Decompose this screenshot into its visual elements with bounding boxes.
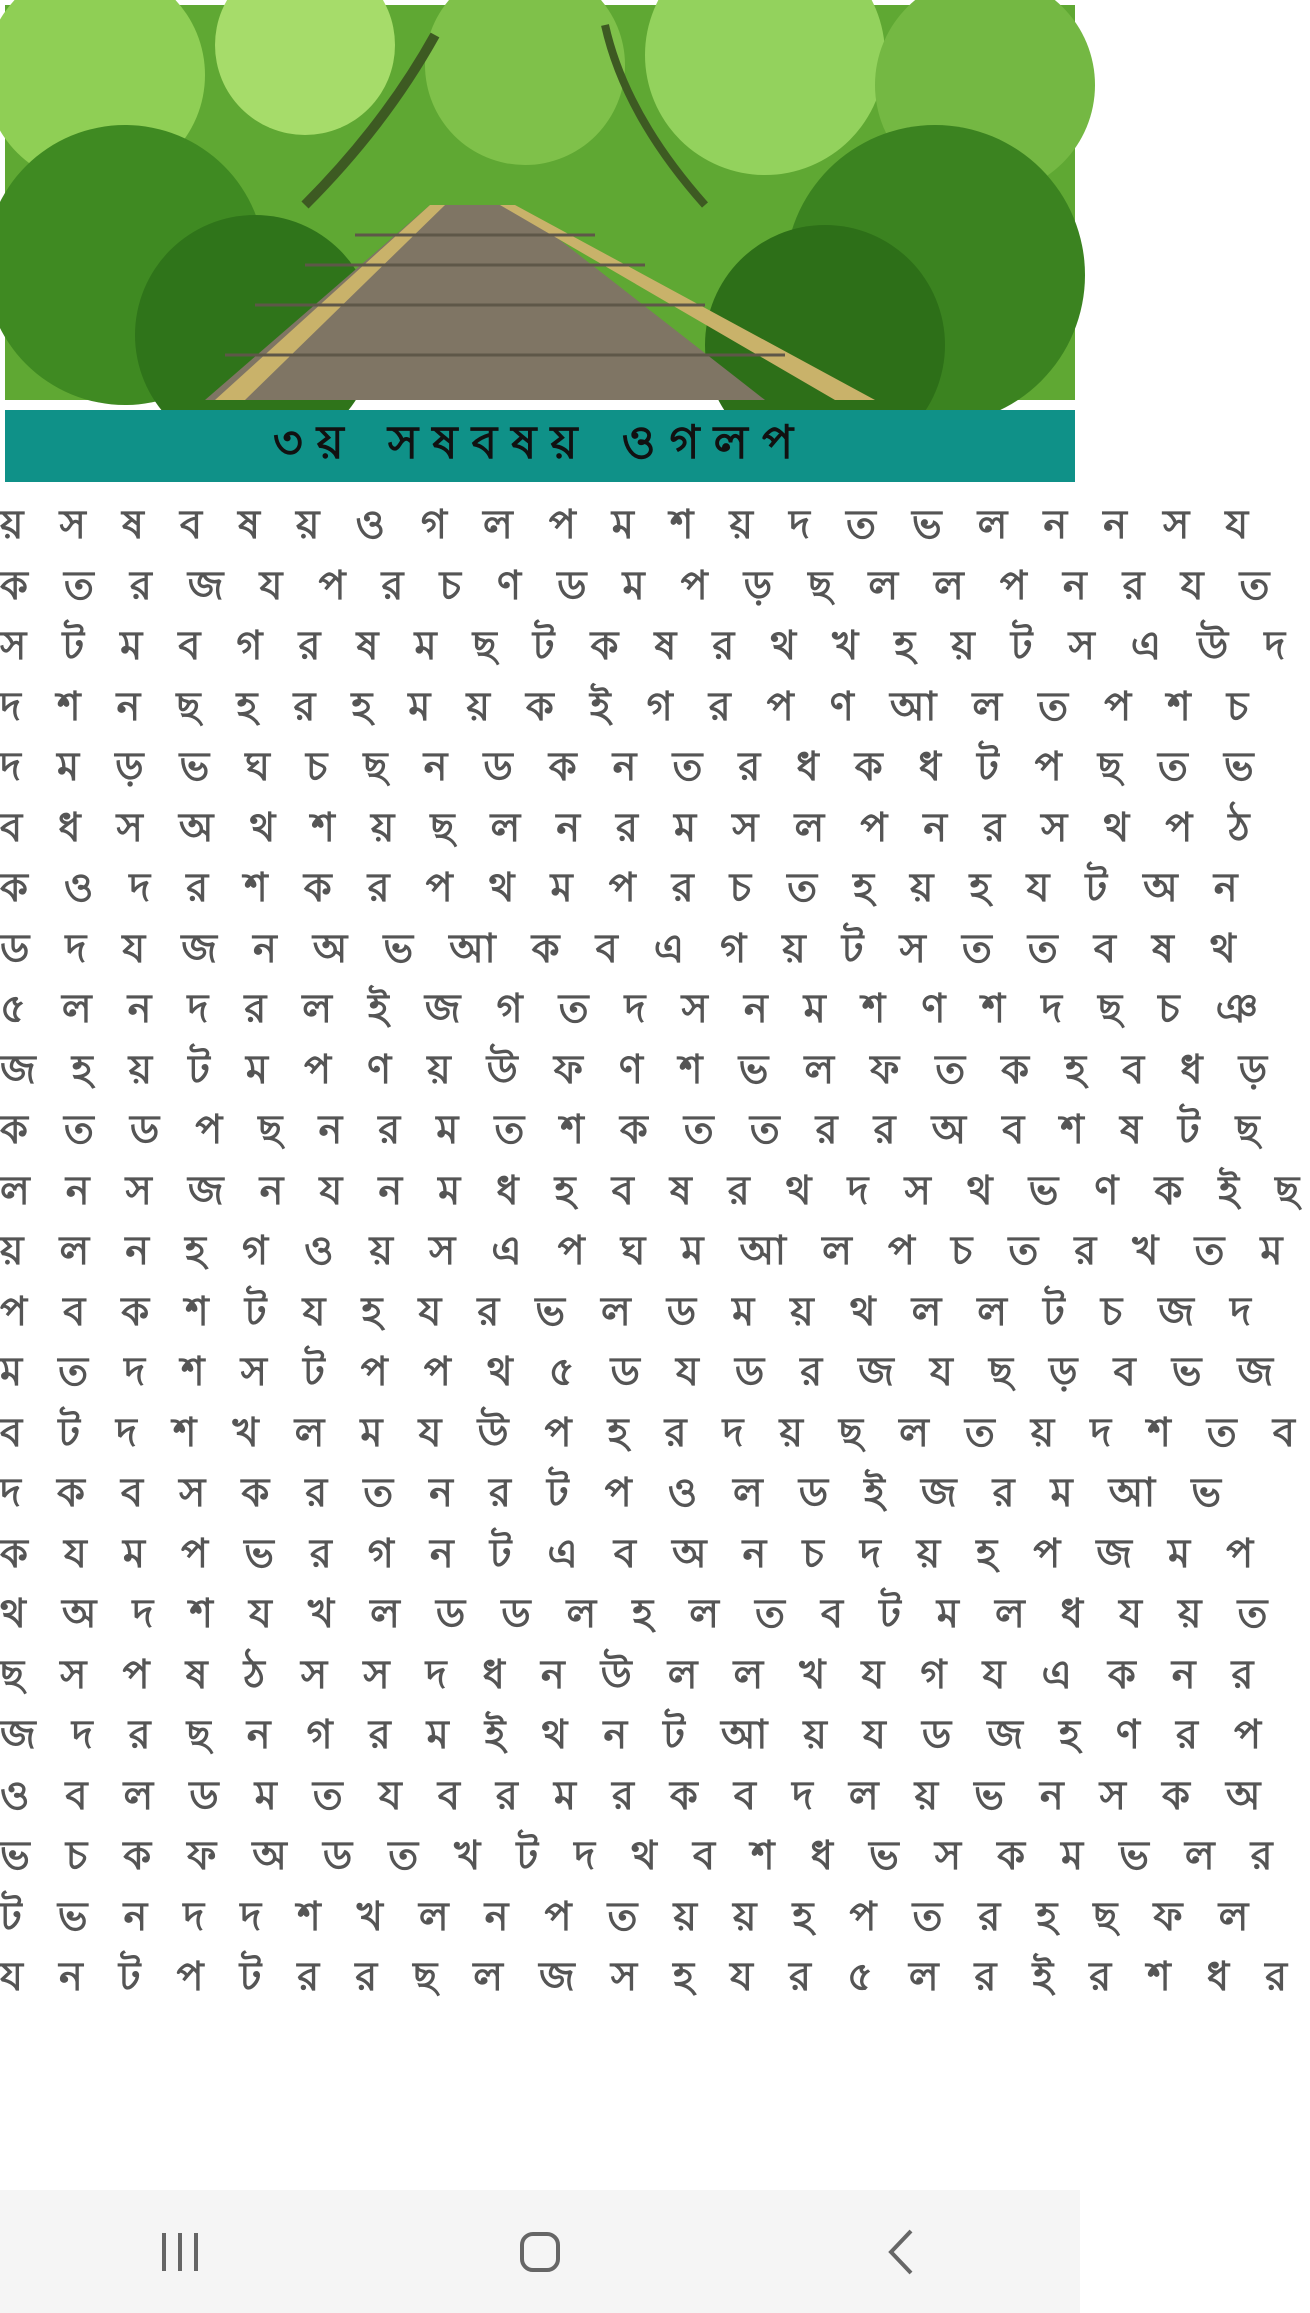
grid-row[interactable]: প ব ক শ ট য হ য র ভ ল ড ম য় থ ল ল ট চ জ দ (0, 1288, 1262, 1335)
grid-row[interactable]: দ শ ন ছ হ র হ ম য় ক ই গ র প ণ আ ল ত প শ চ (0, 683, 1260, 730)
grid-row[interactable]: থ অ দ শ য খ ল ড ড ল হ ল ত ব ট ম ল ধ য য় ত (0, 1591, 1279, 1637)
forest-boardwalk-image (5, 5, 1075, 400)
header-image (5, 5, 1075, 400)
back-icon (883, 2227, 917, 2277)
page-title: ৩য় সষবষয় ওগলপ (272, 415, 808, 469)
grid-row[interactable]: ব ধ স অ থ শ য় ছ ল ন র ম স ল প ন র স থ প ঠ (0, 804, 1261, 851)
grid-row[interactable]: ছ স প ষ ঠ স স দ ধ ন উ ল ল খ য গ য এ ক ন র (0, 1651, 1265, 1698)
system-nav-bar (0, 2190, 1080, 2313)
grid-row[interactable]: জ হ য় ট ম প ণ য় উ ফ ণ শ ভ ল ফ ত ক হ ব ধ ড় (0, 1046, 1279, 1093)
grid-row[interactable]: ড দ য জ ন অ ভ আ ক ব এ গ য় ট স ত ত ব ষ থ (0, 925, 1247, 972)
home-button[interactable] (460, 2202, 620, 2302)
grid-row[interactable]: ল ন স জ ন য ন ম ধ হ ব ষ র থ দ স থ ভ ণ ক ই ছ (0, 1167, 1310, 1214)
grid-row[interactable]: ও ব ল ড ম ত য ব র ম র ক ব দ ল য় ভ ন স ক অ (0, 1772, 1272, 1819)
recent-apps-icon (156, 2231, 204, 2273)
grid-row[interactable]: য ন ট প ট র র ছ ল জ স হ য র ৫ ল র ই র শ ধ র (0, 1954, 1299, 2000)
grid-row[interactable]: ব ট দ শ খ ল ম য উ প হ র দ য় ছ ল ত য় দ শ ত ব (0, 1409, 1306, 1456)
grid-row[interactable]: জ দ র ছ ন গ র ম ই থ ন ট আ য় য ড জ হ ণ র প (0, 1712, 1273, 1758)
recent-apps-button[interactable] (100, 2202, 260, 2302)
grid-row[interactable]: ট ভ ন দ দ শ খ ল ন প ত য় য় হ প ত র হ ছ ফ ল (0, 1893, 1260, 1940)
grid-row[interactable]: ম ত দ শ স ট প প থ ৫ ড য ড র জ য ছ ড় ব ভ জ (0, 1349, 1285, 1395)
grid-row[interactable]: ক ত র জ য প র চ ণ ড ম প ড় ছ ল ল প ন র য ত (0, 562, 1281, 609)
grid-row[interactable]: য় ল ন হ গ ও য় স এ প ঘ ম আ ল প চ ত র খ ত ম (0, 1228, 1294, 1274)
grid-row[interactable]: ভ চ ক ফ অ ড ত খ ট দ থ ব শ ধ ভ স ক ম ভ ল র (0, 1833, 1284, 1879)
grid-row[interactable]: ক ত ড প ছ ন র ম ত শ ক ত ত র র অ ব শ ষ ট ছ (0, 1107, 1271, 1153)
back-button[interactable] (820, 2202, 980, 2302)
letter-grid[interactable] (0, 495, 1310, 2175)
grid-row[interactable]: ক য ম প ভ র গ ন ট এ ব অ ন চ দ য় হ প জ ম প (0, 1530, 1265, 1577)
grid-row[interactable]: দ ক ব স ক র ত ন র ট প ও ল ড ই জ র ম আ ভ (0, 1470, 1233, 1516)
grid-row[interactable]: ৫ ল ন দ র ল ই জ গ ত দ স ন ম শ ণ শ দ ছ চ ঞ (0, 986, 1269, 1032)
title-bar (5, 410, 1075, 482)
grid-row[interactable]: য় স ষ ব ষ য় ও গ ল প ম শ য় দ ত ভ ল ন ন স য (0, 502, 1260, 548)
grid-row[interactable]: দ ম ড় ভ ঘ চ ছ ন ড ক ন ত র ধ ক ধ ট প ছ ত ভ (0, 744, 1265, 790)
grid-row[interactable]: ক ও দ র শ ক র প থ ম প র চ ত হ য় হ য ট অ ন (0, 865, 1249, 911)
home-icon (518, 2230, 562, 2274)
grid-row[interactable]: স ট ম ব গ র ষ ম ছ ট ক ষ র থ খ হ য় ট স এ উ দ (0, 623, 1297, 669)
